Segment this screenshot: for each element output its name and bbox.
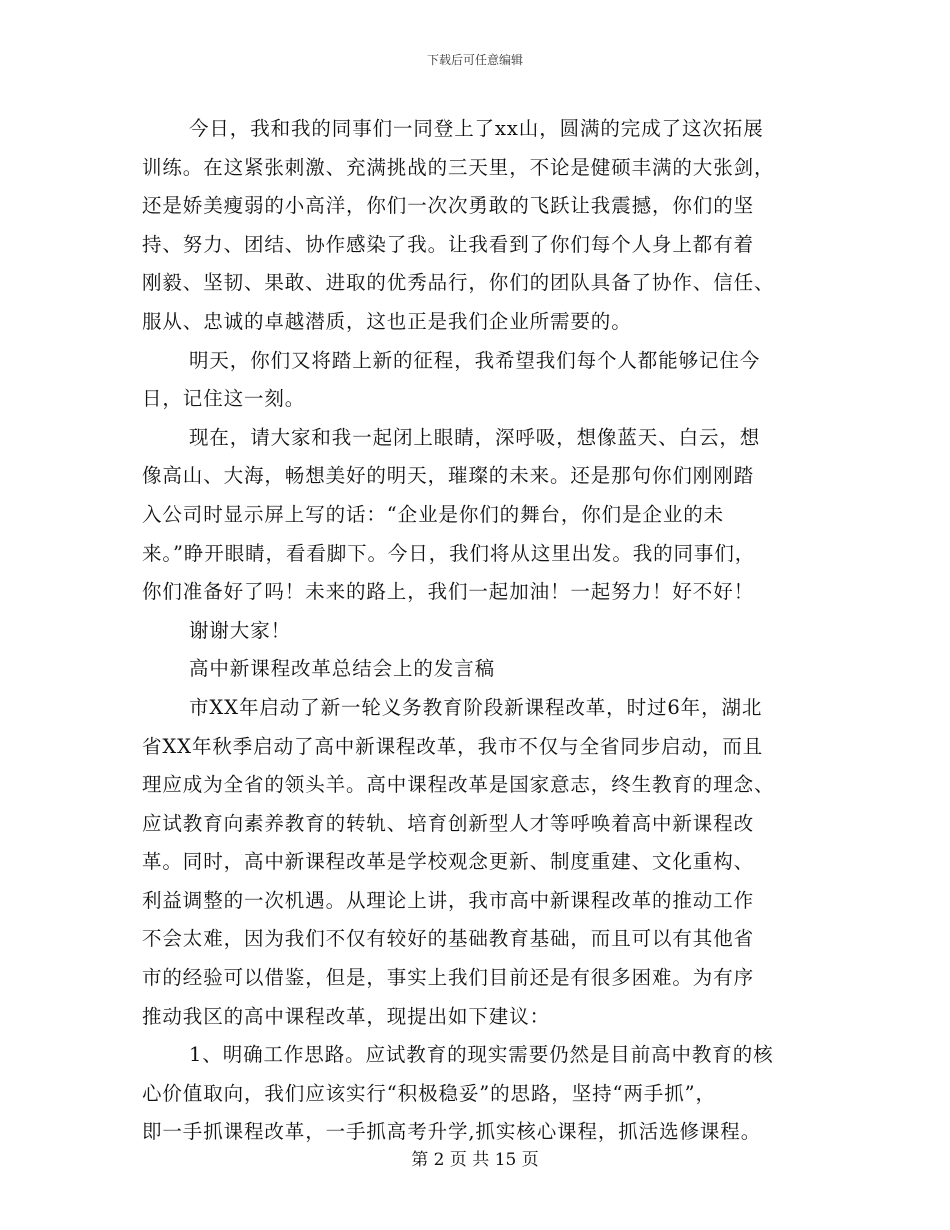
paragraph-line: 应试教育向素养教育的转轨、培育创新型人才等呼唤着高中新课程改 — [142, 811, 755, 835]
paragraph-line: 市的经验可以借鉴，但是，事实上我们目前还是有很多困难。为有序 — [142, 966, 755, 990]
paragraph-line: 今日，我和我的同事们一同登上了xx山，圆满的完成了这次拓展 — [189, 117, 764, 140]
paragraph-line: 还是娇美瘦弱的小高洋，你们一次次勇敢的飞跃让我震撼，你们的坚 — [142, 194, 755, 218]
paragraph-line: 入公司时显示屏上写的话：“企业是你们的舞台，你们是企业的未 — [142, 502, 725, 526]
section-title: 高中新课程改革总结会上的发言稿 — [189, 657, 496, 681]
closing-line: 谢谢大家！ — [189, 618, 292, 642]
paragraph-line: 推动我区的高中课程改革，现提出如下建议： — [142, 1004, 551, 1028]
paragraph-line: 革。同时，高中新课程改革是学校观念更新、制度重建、文化重构、 — [142, 850, 755, 874]
paragraph-line: 省XX年秋季启动了高中新课程改革，我市不仅与全省同步启动，而且 — [142, 734, 764, 758]
paragraph-line: 刚毅、坚韧、果敢、进取的优秀品行，你们的团队具备了协作、信任、 — [142, 271, 775, 295]
paragraph-line: 现在，请大家和我一起闭上眼睛，深呼吸，想像蓝天、白云，想 — [189, 425, 761, 449]
document-body — [142, 110, 812, 1152]
paragraph-line: 服从、忠诚的卓越潜质，这也正是我们企业所需要的。 — [142, 309, 632, 333]
page-number: 第 2 页 共 15 页 — [411, 1150, 539, 1170]
paragraph-line: 持、努力、团结、协作感染了我。让我看到了你们每个人身上都有着 — [142, 232, 755, 256]
paragraph-line: 你们准备好了吗！未来的路上，我们一起加油！一起努力！好不好！ — [142, 580, 755, 604]
paragraph-line: 不会太难，因为我们不仅有较好的基础教育基础，而且可以有其他省 — [142, 927, 755, 951]
paragraph-line: 市XX年启动了新一轮义务教育阶段新课程改革，时过6年，湖北 — [189, 695, 763, 719]
paragraph-line: 1、明确工作思路。应试教育的现实需要仍然是目前高中教育的核 — [189, 1043, 774, 1067]
paragraph-line: 明天，你们又将踏上新的征程，我希望我们每个人都能够记住今 — [189, 348, 761, 372]
paragraph-line: 理应成为全省的领头羊。高中课程改革是国家意志，终生教育的理念、 — [142, 773, 775, 797]
paragraph-line: 像高山、大海，畅想美好的明天，璀璨的未来。还是那句你们刚刚踏 — [142, 464, 755, 488]
page-header: 下载后可任意编辑 — [426, 53, 523, 67]
paragraph-line: 日，记住这一刻。 — [142, 387, 306, 411]
paragraph-line: 即一手抓课程改革，一手抓高考升学,抓实核心课程，抓活选修课程。 — [142, 1120, 762, 1144]
paragraph-line: 训练。在这紧张刺激、充满挑战的三天里，不论是健硕丰满的大张剑， — [142, 155, 775, 179]
paragraph-line: 心价值取向，我们应该实行“积极稳妥”的思路，坚持“两手抓”， — [142, 1081, 716, 1105]
paragraph-line: 利益调整的一次机遇。从理论上讲，我市高中新课程改革的推动工作 — [142, 888, 755, 912]
paragraph-line: 来。”睁开眼睛，看看脚下。今日，我们将从这里出发。我的同事们， — [142, 541, 756, 565]
